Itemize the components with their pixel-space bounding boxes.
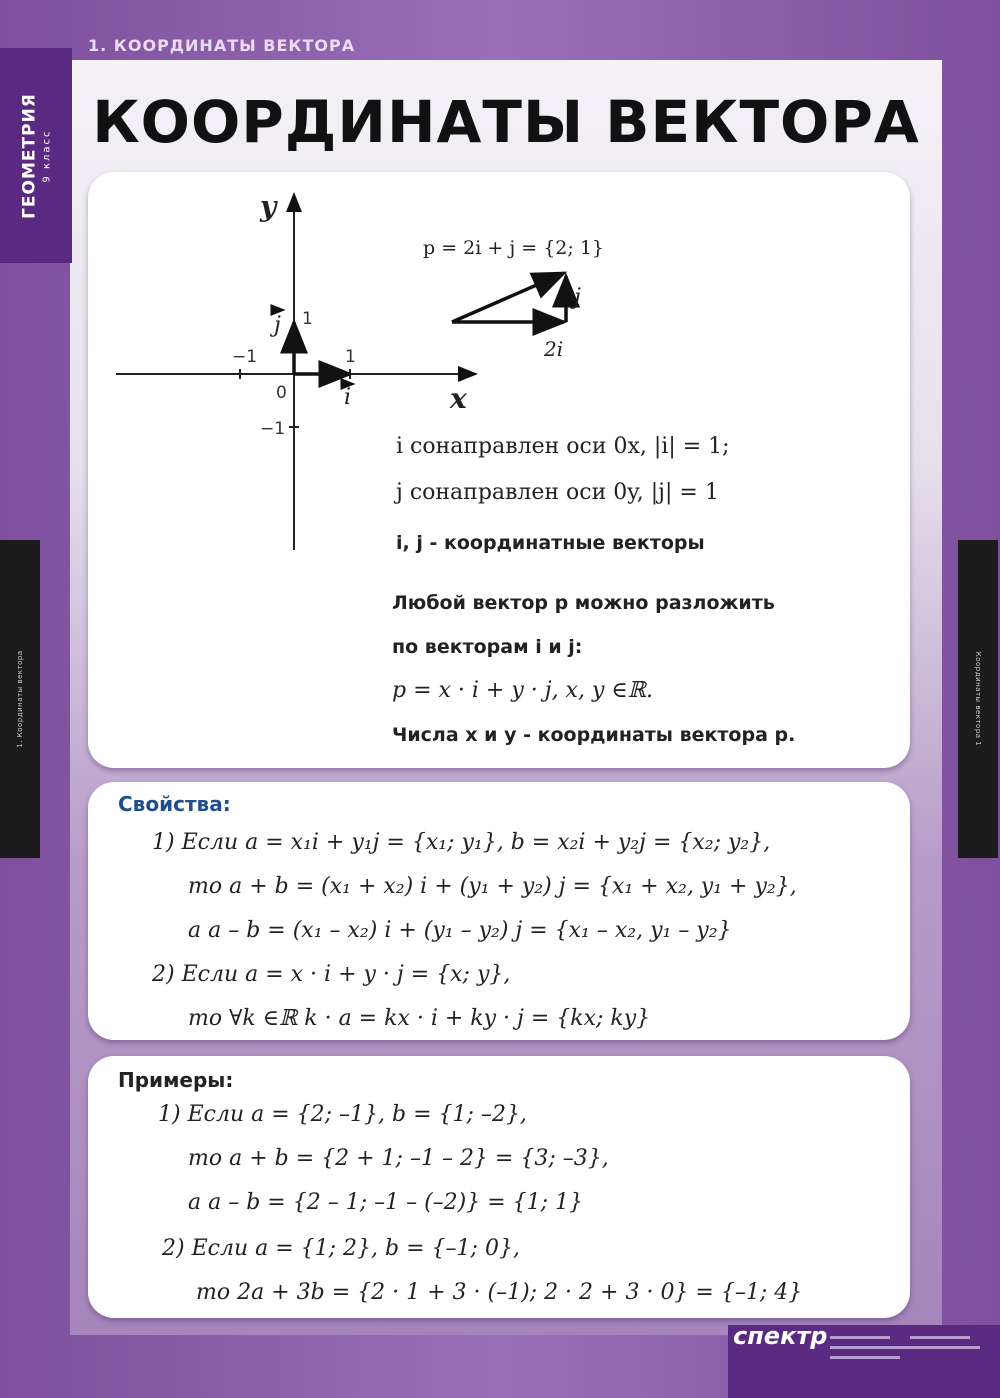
tick-y-neg-label: −1 <box>260 419 286 439</box>
subject-tab <box>0 48 72 263</box>
properties-panel <box>88 782 910 1040</box>
properties-title: Свойства: <box>118 792 231 816</box>
tick-x-neg-label: −1 <box>232 347 258 367</box>
left-side-bar-text: 1. Координаты вектора <box>16 650 24 748</box>
footer-fine-print-5 <box>910 1346 980 1349</box>
vector-p <box>452 273 564 322</box>
right-side-bar-text: Координаты вектора 1 <box>974 651 982 747</box>
axis-x-label: x <box>450 382 467 415</box>
triangle-2i-label: 2i <box>544 337 564 361</box>
left-side-bar <box>0 540 40 858</box>
definition-line-3: i, j - координатные векторы <box>396 532 705 554</box>
example-line-5: то 2a + 3b = {2 · 1 + 3 · (–1); 2 · 2 + 3 · 0} = {–1; 4} <box>196 1280 803 1305</box>
property-line-1: 1) Если a = x₁i + y₁j = {x₁; y₁}, b = x₂i + y₂j = {x₂; y₂}, <box>152 830 771 855</box>
example-line-3: а a – b = {2 – 1; –1 – (–2)} = {1; 1} <box>188 1190 584 1215</box>
examples-panel <box>88 1056 910 1318</box>
p-formula: p = 2i + j = {2; 1} <box>423 237 605 259</box>
subject-label: ГЕОМЕТРИЯ <box>19 92 40 219</box>
definition-line-7: Числа x и y - координаты вектора p. <box>392 724 796 746</box>
grade-label: 9 класс <box>41 128 53 183</box>
unit-i-label: i <box>344 385 352 410</box>
footer-fine-print-3 <box>830 1356 900 1359</box>
triangle-j-label: j <box>574 285 581 310</box>
property-line-3: а a – b = (x₁ – x₂) i + (y₁ – y₂) j = {x₁ – x₂, y₁ – y₂} <box>188 918 732 943</box>
tick-x-pos-label: 1 <box>345 347 356 367</box>
property-line-4: 2) Если a = x · i + y · j = {x; y}, <box>152 962 511 987</box>
property-line-5: то ∀k ∈ℝ k · a = kx · i + ky · j = {kx; ky} <box>188 1006 651 1031</box>
axis-y-label: y <box>260 190 277 223</box>
origin-label: 0 <box>276 383 287 403</box>
unit-j-label: j <box>274 313 281 338</box>
footer-fine-print-4 <box>910 1336 970 1339</box>
definitions-panel <box>88 172 910 768</box>
section-label: 1. КООРДИНАТЫ ВЕКТОРА <box>88 36 356 55</box>
definition-line-6: p = x · i + y · j, x, y ∈ℝ. <box>392 678 653 703</box>
definition-line-2: j сонаправлен оси 0y, |j| = 1 <box>396 480 719 505</box>
examples-title: Примеры: <box>118 1068 234 1092</box>
page-title: КООРДИНАТЫ ВЕКТОРА <box>92 88 920 156</box>
definition-line-4: Любой вектор p можно разложить <box>392 592 775 614</box>
example-line-4: 2) Если a = {1; 2}, b = {–1; 0}, <box>162 1236 520 1261</box>
definition-line-1: i сонаправлен оси 0x, |i| = 1; <box>396 434 730 459</box>
definition-line-5: по векторам i и j: <box>392 636 583 658</box>
footer-fine-print-1 <box>830 1336 890 1339</box>
example-line-2: то a + b = {2 + 1; –1 – 2} = {3; –3}, <box>188 1146 609 1171</box>
example-line-1: 1) Если a = {2; –1}, b = {1; –2}, <box>158 1102 527 1127</box>
publisher-logo: спектр <box>733 1322 828 1350</box>
tick-y-pos-label: 1 <box>302 309 313 329</box>
right-side-bar <box>958 540 998 858</box>
footer-fine-print-2 <box>830 1346 910 1349</box>
property-line-2: то a + b = (x₁ + x₂) i + (y₁ + y₂) j = {x₁ + x₂, y₁ + y₂}, <box>188 874 797 899</box>
